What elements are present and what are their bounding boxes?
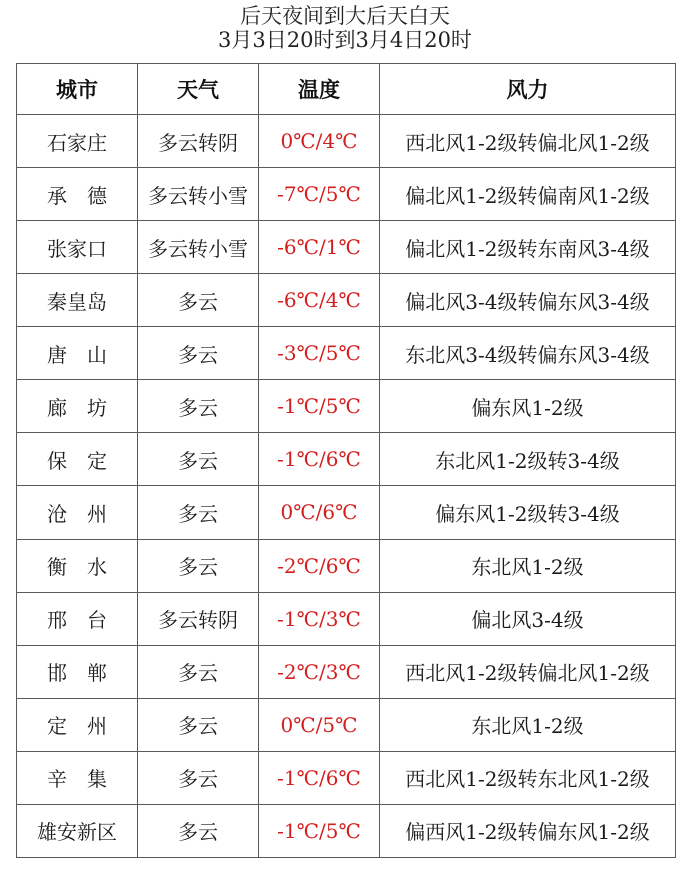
table-row bbox=[17, 592, 676, 645]
wind-cell: 偏北风1-2级转东南风3-4级 bbox=[380, 221, 676, 274]
weather-cell: 多云 bbox=[138, 645, 259, 698]
table-row bbox=[17, 751, 676, 804]
city-cell: 秦皇岛 bbox=[17, 274, 138, 327]
temperature-cell: -7℃/5℃ bbox=[259, 168, 380, 221]
city-cell: 承 德 bbox=[17, 168, 138, 221]
header-weather: 天气 bbox=[138, 64, 259, 115]
weather-cell: 多云 bbox=[138, 539, 259, 592]
weather-table bbox=[16, 63, 676, 858]
header-temperature: 温度 bbox=[259, 64, 380, 115]
wind-cell: 偏北风1-2级转偏南风1-2级 bbox=[380, 168, 676, 221]
table-row bbox=[17, 645, 676, 698]
header-wind: 风力 bbox=[380, 64, 676, 115]
temperature-cell: -1℃/3℃ bbox=[259, 592, 380, 645]
weather-cell: 多云 bbox=[138, 804, 259, 857]
title-line-1: 后天夜间到大后天白天 bbox=[240, 4, 450, 28]
temperature-cell: -1℃/6℃ bbox=[259, 433, 380, 486]
city-cell: 廊 坊 bbox=[17, 380, 138, 433]
wind-cell: 东北风1-2级 bbox=[380, 539, 676, 592]
temperature-cell: 0℃/4℃ bbox=[259, 115, 380, 168]
wind-cell: 偏东风1-2级 bbox=[380, 380, 676, 433]
city-cell: 定 州 bbox=[17, 698, 138, 751]
city-cell: 邢 台 bbox=[17, 592, 138, 645]
table-row bbox=[17, 168, 676, 221]
table-header-row bbox=[17, 64, 676, 115]
temperature-cell: -2℃/6℃ bbox=[259, 539, 380, 592]
weather-cell: 多云转小雪 bbox=[138, 168, 259, 221]
weather-cell: 多云 bbox=[138, 751, 259, 804]
city-cell: 邯 郸 bbox=[17, 645, 138, 698]
city-cell: 张家口 bbox=[17, 221, 138, 274]
wind-cell: 偏东风1-2级转3-4级 bbox=[380, 486, 676, 539]
table-row bbox=[17, 433, 676, 486]
weather-cell: 多云 bbox=[138, 433, 259, 486]
weather-cell: 多云 bbox=[138, 380, 259, 433]
weather-cell: 多云转阴 bbox=[138, 115, 259, 168]
table-row bbox=[17, 486, 676, 539]
table-row bbox=[17, 380, 676, 433]
wind-cell: 偏西风1-2级转偏东风1-2级 bbox=[380, 804, 676, 857]
table-row bbox=[17, 327, 676, 380]
wind-cell: 西北风1-2级转偏北风1-2级 bbox=[380, 115, 676, 168]
temperature-cell: -1℃/5℃ bbox=[259, 380, 380, 433]
table-row bbox=[17, 804, 676, 857]
city-cell: 保 定 bbox=[17, 433, 138, 486]
temperature-cell: -6℃/1℃ bbox=[259, 221, 380, 274]
wind-cell: 东北风1-2级 bbox=[380, 698, 676, 751]
temperature-cell: -6℃/4℃ bbox=[259, 274, 380, 327]
temperature-cell: 0℃/5℃ bbox=[259, 698, 380, 751]
city-cell: 辛 集 bbox=[17, 751, 138, 804]
temperature-cell: -2℃/3℃ bbox=[259, 645, 380, 698]
weather-cell: 多云 bbox=[138, 698, 259, 751]
temperature-cell: -1℃/5℃ bbox=[259, 804, 380, 857]
header-city: 城市 bbox=[17, 64, 138, 115]
temperature-cell: -3℃/5℃ bbox=[259, 327, 380, 380]
wind-cell: 西北风1-2级转东北风1-2级 bbox=[380, 751, 676, 804]
temperature-cell: -1℃/6℃ bbox=[259, 751, 380, 804]
wind-cell: 西北风1-2级转偏北风1-2级 bbox=[380, 645, 676, 698]
temperature-cell: 0℃/6℃ bbox=[259, 486, 380, 539]
wind-cell: 东北风3-4级转偏东风3-4级 bbox=[380, 327, 676, 380]
table-row bbox=[17, 115, 676, 168]
title-line-2: 3月3日20时到3月4日20时 bbox=[218, 28, 472, 52]
wind-cell: 东北风1-2级转3-4级 bbox=[380, 433, 676, 486]
wind-cell: 偏北风3-4级 bbox=[380, 592, 676, 645]
weather-cell: 多云转小雪 bbox=[138, 221, 259, 274]
city-cell: 衡 水 bbox=[17, 539, 138, 592]
table-row bbox=[17, 221, 676, 274]
weather-cell: 多云 bbox=[138, 327, 259, 380]
wind-cell: 偏北风3-4级转偏东风3-4级 bbox=[380, 274, 676, 327]
table-row bbox=[17, 698, 676, 751]
city-cell: 沧 州 bbox=[17, 486, 138, 539]
table-row bbox=[17, 274, 676, 327]
weather-cell: 多云转阴 bbox=[138, 592, 259, 645]
table-row bbox=[17, 539, 676, 592]
city-cell: 石家庄 bbox=[17, 115, 138, 168]
city-cell: 雄安新区 bbox=[17, 804, 138, 857]
weather-cell: 多云 bbox=[138, 486, 259, 539]
weather-cell: 多云 bbox=[138, 274, 259, 327]
city-cell: 唐 山 bbox=[17, 327, 138, 380]
